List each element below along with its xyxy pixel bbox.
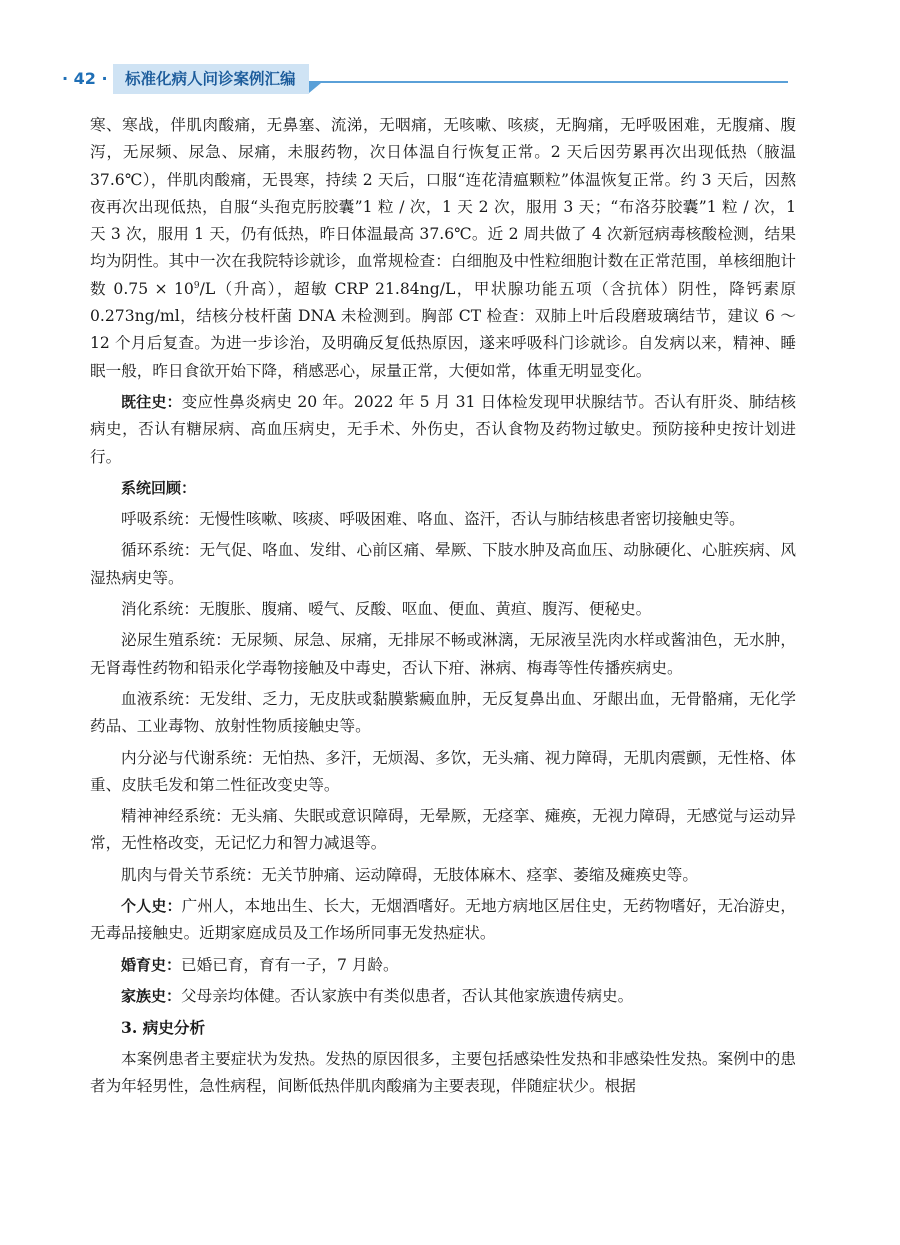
past-history-label: 既往史： — [121, 392, 182, 411]
history-paragraph — [90, 112, 796, 385]
marital-history-text: 已婚已育，育有一子，7 月龄。 — [181, 955, 399, 974]
system-review-label: 系统回顾： — [121, 478, 197, 497]
musculoskeletal-system: 肌肉与骨关节系统：无关节肿痛、运动障碍，无肢体麻木、痉挛、萎缩及瘫痪史等。 — [121, 865, 698, 884]
urinary-system: 泌尿生殖系统：无尿频、尿急、尿痛，无排尿不畅或淋漓，无尿液呈洗肉水样或酱油色，无水肿，无肾毒性药物和铅汞化学毒物接触及中毒史，否认下疳、淋病、梅毒等性传播疾病史。 — [90, 631, 796, 677]
header-rule-notch — [309, 83, 321, 93]
page-header — [0, 0, 900, 120]
past-history-text: 变应性鼻炎病史 20 年。2022 年 5 月 31 日体检发现甲状腺结节。否认有肝炎、肺结核病史，否认有糖尿病、高血压病史，无手术、外伤史，否认食物及药物过敏史。预防接种史按计划进行。 — [90, 392, 796, 466]
history-text-continued: /L（升高），超敏 CRP 21.84ng/L，甲状腺功能五项（含抗体）阴性，降钙素原 0.273ng/ml，结核分枝杆菌 DNA 未检测到。胸部 CT 检查：双肺上叶后段磨玻璃结节，建议 6 ～ 12 个月后复查。为进一步诊治，及明确反复低热原因，遂来呼吸科门诊就诊。自发病以来，精神、睡眠一般，昨日食欲开始下降，稍感恶心，尿量正常，大便如常，体重无明显变化。 — [90, 279, 796, 380]
blood-system: 血液系统：无发绀、乏力，无皮肤或黏膜紫癜血肿，无反复鼻出血、牙龈出血，无骨骼痛，无化学药品、工业毒物、放射性物质接触史等。 — [90, 689, 796, 736]
circulatory-system: 循环系统：无气促、咯血、发绀、心前区痛、晕厥、下肢水肿及高血压、动脉硬化、心脏疾病、风湿热病史等。 — [90, 541, 796, 587]
book-title: 标准化病人问诊案例汇编 — [113, 64, 309, 94]
system-review-heading — [90, 475, 796, 502]
personal-history-text: 广州人，本地出生、长大，无烟酒嗜好。无地方病地区居住史，无药物嗜好，无冶游史，无毒品接触史。近期家庭成员及工作场所同事无发热症状。 — [90, 897, 796, 943]
family-history-label: 家族史： — [121, 986, 182, 1005]
history-text: 寒、寒战，伴肌肉酸痛，无鼻塞、流涕，无咽痛，无咳嗽、咳痰，无胸痛，无呼吸困难，无腹痛、腹泻，无尿频、尿急、尿痛，未服药物，次日体温自行恢复正常。2 天后因劳累再次出现低热（腋温 37.6℃），伴肌肉酸痛，无畏寒，持续 2 天后，口服“连花清瘟颗粒”体温恢复正常。约 3 天后，因熬夜再次出现低热，自服“头孢克肟胶囊”1 粒 / 次，1 天 2 次，服用 3 天；“布洛芬胶囊”1 粒 / 次，1 天 3 次，服用 1 天，仍有低热，昨日体温最高 37.6℃。近 2 周共做了 4 次新冠病毒核酸检测，结果均为阴性。其中一次在我院特诊就诊，血常规检查：白细胞及中性粒细胞计数在正常范围，单核细胞计数 0.75 × 10 — [90, 116, 796, 298]
personal-history-label: 个人史： — [121, 897, 182, 916]
family-history-text: 父母亲均体健。否认家族中有类似患者，否认其他家族遗传病史。 — [181, 986, 634, 1005]
marital-history-label: 婚育史： — [121, 955, 182, 974]
digestive-system: 消化系统：无腹胀、腹痛、嗳气、反酸、呕血、便血、黄疸、腹泻、便秘史。 — [121, 600, 652, 619]
past-history — [90, 389, 796, 471]
header-rule — [309, 81, 788, 83]
page-number: · 42 · — [62, 69, 108, 88]
neuro-system: 精神神经系统：无头痛、失眠或意识障碍，无晕厥，无痉挛、瘫痪，无视力障碍，无感觉与运动异常，无性格改变，无记忆力和智力减退等。 — [90, 807, 796, 853]
marital-history — [90, 952, 796, 979]
page-body — [90, 112, 796, 1100]
section-heading: 3. 病史分析 — [121, 1018, 206, 1038]
personal-history — [90, 893, 796, 948]
exponent: 9 — [193, 280, 200, 291]
respiratory-system: 呼吸系统：无慢性咳嗽、咳痰、呼吸困难、咯血、盗汗，否认与肺结核患者密切接触史等。 — [121, 510, 745, 529]
endocrine-system: 内分泌与代谢系统：无怕热、多汗，无烦渴、多饮，无头痛、视力障碍，无肌肉震颤，无性格、体重、皮肤毛发和第二性征改变史等。 — [90, 748, 796, 794]
family-history — [90, 983, 796, 1010]
analysis-paragraph: 本案例患者主要症状为发热。发热的原因很多，主要包括感染性发热和非感染性发热。案例中的患者为年轻男性，急性病程，间断低热伴肌肉酸痛为主要表现，伴随症状少。根据 — [90, 1049, 796, 1095]
